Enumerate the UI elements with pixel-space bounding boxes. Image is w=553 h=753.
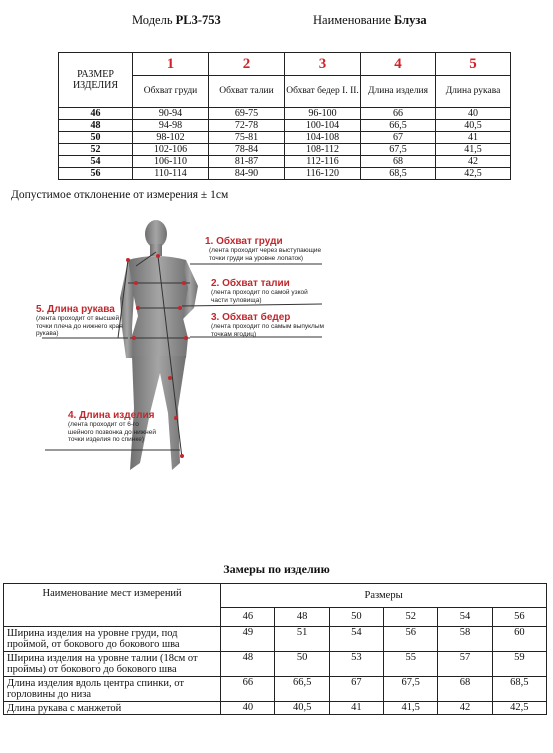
measure-value-cell: 55 bbox=[384, 652, 438, 677]
col-number-1: 1 bbox=[133, 53, 209, 76]
col-number-2: 2 bbox=[209, 53, 285, 76]
size-table bbox=[58, 52, 511, 180]
size-value-cell: 106-110 bbox=[133, 156, 209, 168]
size-value-cell: 66,5 bbox=[361, 120, 436, 132]
size-value-cell: 42,5 bbox=[436, 168, 511, 180]
name-label: Наименование bbox=[313, 13, 391, 27]
measure-name-header: Наименование мест измерений bbox=[4, 584, 221, 627]
name-line bbox=[313, 13, 427, 28]
size-value-cell: 100-104 bbox=[285, 120, 361, 132]
size-value-cell: 104-108 bbox=[285, 132, 361, 144]
measure-value-cell: 42 bbox=[438, 702, 492, 715]
measure-size-header-cell: 48 bbox=[275, 607, 329, 626]
size-value-cell: 81-87 bbox=[209, 156, 285, 168]
size-row bbox=[59, 168, 511, 180]
measure-value-cell: 60 bbox=[492, 627, 546, 652]
measure-value-cell: 51 bbox=[275, 627, 329, 652]
size-cell: 52 bbox=[59, 144, 133, 156]
size-value-cell: 40,5 bbox=[436, 120, 511, 132]
col-label-4: Длина изделия bbox=[361, 76, 436, 108]
size-row bbox=[59, 108, 511, 120]
measure-sizes-header: Размеры bbox=[221, 584, 547, 608]
size-value-cell: 41 bbox=[436, 132, 511, 144]
size-value-cell: 78-84 bbox=[209, 144, 285, 156]
measure-value-cell: 54 bbox=[329, 627, 383, 652]
size-value-cell: 84-90 bbox=[209, 168, 285, 180]
size-value-cell: 72-78 bbox=[209, 120, 285, 132]
size-cell: 54 bbox=[59, 156, 133, 168]
col-number-5: 5 bbox=[436, 53, 511, 76]
measure-value-cell: 53 bbox=[329, 652, 383, 677]
size-value-cell: 112-116 bbox=[285, 156, 361, 168]
size-value-cell: 68 bbox=[361, 156, 436, 168]
measure-value-cell: 58 bbox=[438, 627, 492, 652]
col-label-3: Обхват бедер I. II. bbox=[285, 76, 361, 108]
size-value-cell: 67 bbox=[361, 132, 436, 144]
measure-value-cell: 40 bbox=[221, 702, 275, 715]
size-row bbox=[59, 156, 511, 168]
col-number-3: 3 bbox=[285, 53, 361, 76]
label-sleeve: 5. Длина рукава (лента проходит от высшей точки плеча до нижнего края рукава) bbox=[36, 304, 123, 337]
size-value-cell: 90-94 bbox=[133, 108, 209, 120]
col-label-5: Длина рукава bbox=[436, 76, 511, 108]
measure-value-cell: 66 bbox=[221, 677, 275, 702]
measure-value-cell: 56 bbox=[384, 627, 438, 652]
size-value-cell: 96-100 bbox=[285, 108, 361, 120]
size-value-cell: 40 bbox=[436, 108, 511, 120]
measure-row bbox=[4, 702, 547, 715]
measure-name-cell: Длина изделия вдоль центра спинки, от горловины до низа bbox=[4, 677, 221, 702]
size-cell: 56 bbox=[59, 168, 133, 180]
measure-value-cell: 67 bbox=[329, 677, 383, 702]
col-label-2: Обхват талии bbox=[209, 76, 285, 108]
col-label-1: Обхват груди bbox=[133, 76, 209, 108]
measure-value-cell: 48 bbox=[221, 652, 275, 677]
size-value-cell: 66 bbox=[361, 108, 436, 120]
measure-value-cell: 41 bbox=[329, 702, 383, 715]
measure-size-header-cell: 52 bbox=[384, 607, 438, 626]
measure-row bbox=[4, 652, 547, 677]
label-length: 4. Длина изделия (лента проходит от 6-го шейного позвонка до нижней точки изделия по спинке) bbox=[68, 410, 156, 443]
size-value-cell: 42 bbox=[436, 156, 511, 168]
measure-value-cell: 68 bbox=[438, 677, 492, 702]
size-value-cell: 108-112 bbox=[285, 144, 361, 156]
measure-value-cell: 40,5 bbox=[275, 702, 329, 715]
measure-value-cell: 59 bbox=[492, 652, 546, 677]
tolerance-note: Допустимое отклонение от измерения ± 1см bbox=[11, 189, 229, 201]
size-value-cell: 110-114 bbox=[133, 168, 209, 180]
measure-value-cell: 66,5 bbox=[275, 677, 329, 702]
measure-value-cell: 42,5 bbox=[492, 702, 546, 715]
measure-name-cell: Ширина изделия на уровне груди, под проймой, от бокового до бокового шва bbox=[4, 627, 221, 652]
measure-size-header-cell: 46 bbox=[221, 607, 275, 626]
name-value: Блуза bbox=[394, 13, 427, 27]
measure-value-cell: 50 bbox=[275, 652, 329, 677]
size-value-cell: 69-75 bbox=[209, 108, 285, 120]
model-value: PL3-753 bbox=[175, 13, 221, 27]
measure-value-cell: 67,5 bbox=[384, 677, 438, 702]
measure-table bbox=[3, 583, 547, 715]
model-label: Модель bbox=[132, 13, 173, 27]
size-value-cell: 41,5 bbox=[436, 144, 511, 156]
col-number-4: 4 bbox=[361, 53, 436, 76]
size-value-cell: 116-120 bbox=[285, 168, 361, 180]
size-value-cell: 98-102 bbox=[133, 132, 209, 144]
measure-row bbox=[4, 627, 547, 652]
size-value-cell: 102-106 bbox=[133, 144, 209, 156]
measure-value-cell: 49 bbox=[221, 627, 275, 652]
size-value-cell: 75-81 bbox=[209, 132, 285, 144]
size-value-cell: 67,5 bbox=[361, 144, 436, 156]
size-row bbox=[59, 144, 511, 156]
measure-size-header-cell: 56 bbox=[492, 607, 546, 626]
measure-name-cell: Длина рукава с манжетой bbox=[4, 702, 221, 715]
measure-value-cell: 41,5 bbox=[384, 702, 438, 715]
label-chest: 1. Обхват груди (лента проходит через выступающие точки груди на уровне лопаток) bbox=[205, 236, 322, 262]
measure-title: Замеры по изделию bbox=[223, 562, 330, 576]
measure-size-header-cell: 50 bbox=[329, 607, 383, 626]
measure-name-cell: Ширина изделия на уровне талии (18см от проймы) от бокового до бокового шва bbox=[4, 652, 221, 677]
measure-value-cell: 68,5 bbox=[492, 677, 546, 702]
measure-row bbox=[4, 677, 547, 702]
size-row bbox=[59, 132, 511, 144]
size-row bbox=[59, 120, 511, 132]
size-header: РАЗМЕР ИЗДЕЛИЯ bbox=[59, 53, 133, 108]
measurement-figure bbox=[0, 208, 553, 478]
size-value-cell: 94-98 bbox=[133, 120, 209, 132]
label-waist: 2. Обхват талии (лента проходит по самой узкой части туловища) bbox=[211, 278, 308, 304]
measure-size-header-cell: 54 bbox=[438, 607, 492, 626]
size-cell: 48 bbox=[59, 120, 133, 132]
label-hips: 3. Обхват бедер (лента проходит по самым выпуклым точкам ягодиц) bbox=[211, 312, 324, 338]
model-line bbox=[132, 13, 221, 28]
size-cell: 46 bbox=[59, 108, 133, 120]
size-cell: 50 bbox=[59, 132, 133, 144]
measure-value-cell: 57 bbox=[438, 652, 492, 677]
size-value-cell: 68,5 bbox=[361, 168, 436, 180]
